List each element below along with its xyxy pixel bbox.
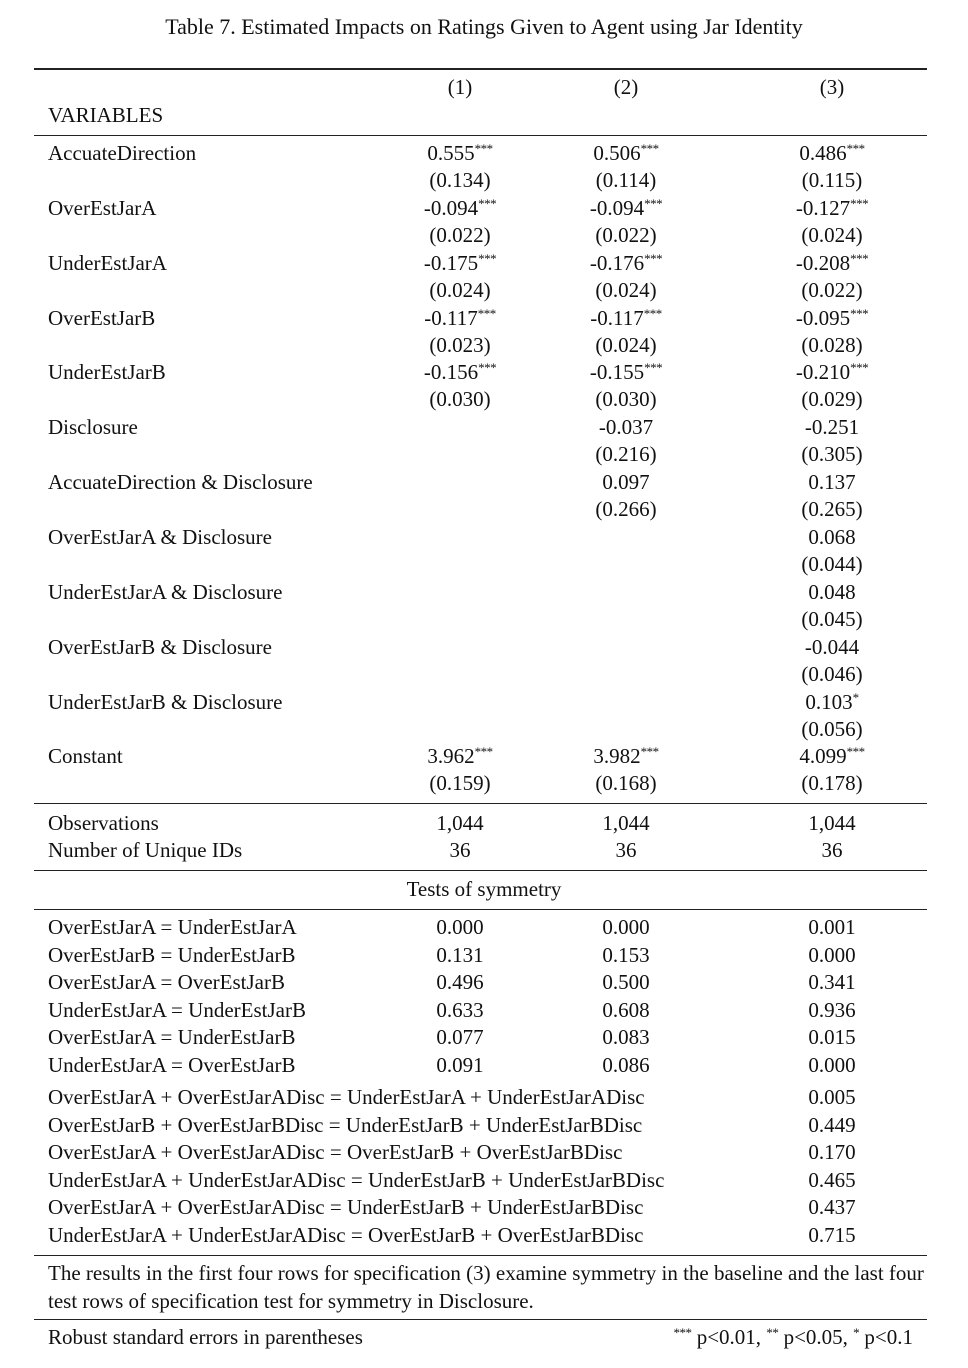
symmetry-pvalue-col3: 0.015 <box>808 1025 856 1049</box>
significance-stars: *** <box>478 360 497 375</box>
se-col3: (0.046) <box>801 662 863 686</box>
coef-row-label: OverEstJarA <box>48 196 157 220</box>
significance-stars: *** <box>644 196 663 211</box>
coef-col3 <box>762 414 902 441</box>
se-col1: (0.030) <box>429 387 491 411</box>
se-col2: (0.114) <box>595 168 657 192</box>
significance-stars: *** <box>850 360 869 375</box>
coef-col2 <box>556 743 696 770</box>
stat-row-label: Number of Unique IDs <box>48 838 243 862</box>
significance-stars: *** <box>643 306 662 321</box>
coef-col2 <box>556 305 696 332</box>
se-col3: (0.028) <box>801 333 863 357</box>
symmetry-pvalue-col1: 0.131 <box>436 942 484 967</box>
se-col3: (0.022) <box>801 278 863 302</box>
sig-text-2: p<0.05, <box>778 1325 854 1349</box>
coef-col2 <box>556 250 696 277</box>
coef-row-label: OverEstJarB <box>48 306 156 330</box>
disclosure-test-label: OverEstJarA + OverEstJarADisc = UnderEstJarB + UnderEstJarBDisc <box>48 1195 644 1219</box>
coef-col1 <box>390 195 530 222</box>
table-note: The results in the first four rows for specification (3) examine symmetry in the baseline and the last four test rows of specification test for symmetry in Disclosure. <box>48 1261 924 1313</box>
significance-stars: *** <box>644 360 663 375</box>
significance-stars: *** <box>846 141 865 156</box>
significance-stars: *** <box>474 744 493 759</box>
coef-col1 <box>390 250 530 277</box>
symmetry-pvalue-col1: 0.633 <box>436 997 484 1022</box>
sig-stars-1: *** <box>673 1325 692 1340</box>
coef-col1 <box>390 140 530 167</box>
symmetry-pvalue-col1: 0.000 <box>436 915 484 939</box>
footer-se-note: Robust standard errors in parentheses <box>48 1325 363 1349</box>
symmetry-pvalue-col1: 0.077 <box>436 1025 484 1049</box>
coef-value: -0.117 <box>590 306 644 330</box>
coef-value: -0.156 <box>423 360 479 384</box>
coef-col2 <box>556 469 696 496</box>
se-col3: (0.024) <box>801 223 863 247</box>
footer-significance-note <box>673 1324 913 1351</box>
se-col2: (0.024) <box>595 333 657 357</box>
symmetry-pvalue-col3: 0.001 <box>808 915 856 939</box>
coef-value: -0.127 <box>795 196 851 220</box>
symmetry-test-label: OverEstJarA = OverEstJarB <box>48 970 285 994</box>
symmetry-pvalue-col2: 0.500 <box>602 970 650 994</box>
sig-stars-2: ** <box>766 1325 779 1340</box>
coef-col3 <box>762 634 902 661</box>
stat-col2: 36 <box>615 838 637 862</box>
se-col3: (0.029) <box>801 387 863 411</box>
symmetry-pvalue-col2: 0.000 <box>602 915 650 939</box>
coef-col1 <box>390 359 530 386</box>
coef-col1 <box>390 743 530 770</box>
coef-col2 <box>556 414 696 441</box>
stat-col1: 36 <box>449 838 471 862</box>
se-col3: (0.045) <box>801 607 863 631</box>
coef-col3 <box>762 359 902 386</box>
coef-value: -0.044 <box>804 635 860 659</box>
coef-col2 <box>556 140 696 167</box>
symmetry-test-label: OverEstJarA = UnderEstJarA <box>48 915 297 939</box>
coef-value: -0.037 <box>598 415 654 439</box>
coef-value: -0.176 <box>589 251 645 275</box>
symmetry-pvalue-col2: 0.086 <box>602 1052 650 1077</box>
column-header-1: (1) <box>447 75 473 99</box>
stat-col2: 1,044 <box>602 811 650 835</box>
disclosure-pvalue-col3: 0.005 <box>808 1085 856 1109</box>
note-bottom-rule <box>34 1319 927 1320</box>
significance-stars: *** <box>474 141 493 156</box>
symmetry-pvalue-col3: 0.000 <box>808 942 856 967</box>
se-col1: (0.134) <box>429 168 491 192</box>
disclosure-test-label: OverEstJarA + OverEstJarADisc = OverEstJarB + OverEstJarBDisc <box>48 1140 623 1164</box>
coef-col3 <box>762 524 902 551</box>
tests-bottom-rule <box>34 1255 927 1256</box>
column-header-2: (2) <box>613 75 639 99</box>
disclosure-test-label: UnderEstJarA + UnderEstJarADisc = UnderEstJarB + UnderEstJarBDisc <box>48 1167 665 1192</box>
coef-value: -0.155 <box>589 360 645 384</box>
table-title: Table 7. Estimated Impacts on Ratings Given to Agent using Jar Identity <box>165 14 803 39</box>
symmetry-pvalue-col1: 0.496 <box>436 970 484 994</box>
coef-row-label: AccuateDirection & Disclosure <box>48 470 313 494</box>
se-col3: (0.056) <box>801 717 863 741</box>
coef-row-label: UnderEstJarA & Disclosure <box>48 580 283 604</box>
coef-value: 0.137 <box>808 470 856 494</box>
coef-row-label: AccuateDirection <box>48 141 197 165</box>
significance-stars: *** <box>644 251 663 266</box>
se-col1: (0.024) <box>429 278 491 302</box>
symmetry-pvalue-col3: 0.000 <box>808 1052 856 1077</box>
significance-stars: *** <box>850 251 869 266</box>
coef-bottom-rule <box>34 803 927 804</box>
coef-col3 <box>762 579 902 606</box>
coef-value: 0.068 <box>808 525 856 549</box>
coef-col3 <box>762 743 902 770</box>
significance-stars: *** <box>850 196 869 211</box>
symmetry-pvalue-col2: 0.608 <box>602 997 650 1022</box>
coef-value: 3.962 <box>427 744 475 768</box>
disclosure-pvalue-col3: 0.437 <box>808 1195 856 1219</box>
disclosure-pvalue-col3: 0.715 <box>808 1222 856 1247</box>
se-col2: (0.168) <box>595 771 657 795</box>
sig-stars-3: * <box>853 1325 860 1340</box>
symmetry-test-label: OverEstJarB = UnderEstJarB <box>48 942 296 967</box>
sig-text-1: p<0.01, <box>691 1325 767 1349</box>
se-col1: (0.023) <box>429 333 491 357</box>
se-col1: (0.159) <box>429 771 491 795</box>
coef-col3 <box>762 140 902 167</box>
stat-row-label: Observations <box>48 811 159 835</box>
significance-stars: *** <box>640 744 659 759</box>
disclosure-pvalue-col3: 0.170 <box>808 1140 856 1164</box>
sig-text-3: p<0.1 <box>859 1325 913 1349</box>
stat-col3: 36 <box>821 838 843 862</box>
significance-stars: *** <box>477 306 496 321</box>
se-col3: (0.115) <box>801 168 863 192</box>
column-header-3: (3) <box>819 75 845 99</box>
significance-stars: * <box>852 690 859 705</box>
symmetry-pvalue-col3: 0.341 <box>808 970 856 994</box>
coef-col3 <box>762 250 902 277</box>
symmetry-test-label: UnderEstJarA = OverEstJarB <box>48 1052 296 1077</box>
coef-col3 <box>762 469 902 496</box>
symmetry-heading: Tests of symmetry <box>406 877 562 901</box>
coef-value: -0.210 <box>795 360 851 384</box>
coef-col3 <box>762 305 902 332</box>
significance-stars: *** <box>846 744 865 759</box>
symmetry-pvalue-col3: 0.936 <box>808 997 856 1022</box>
coef-col2 <box>556 359 696 386</box>
significance-stars: *** <box>640 141 659 156</box>
se-col1: (0.022) <box>429 223 491 247</box>
coef-value: 0.555 <box>427 141 475 165</box>
coef-value: -0.208 <box>795 251 851 275</box>
se-col2: (0.024) <box>595 278 657 302</box>
coef-row-label: OverEstJarA & Disclosure <box>48 525 272 549</box>
coef-value: 0.506 <box>593 141 641 165</box>
disclosure-pvalue-col3: 0.465 <box>808 1167 856 1192</box>
disclosure-test-label: OverEstJarB + OverEstJarBDisc = UnderEstJarB + UnderEstJarBDisc <box>48 1112 643 1137</box>
coef-col1 <box>390 305 530 332</box>
se-col3: (0.044) <box>801 552 863 576</box>
coef-row-label: UnderEstJarA <box>48 251 167 275</box>
coef-value: 0.486 <box>799 141 847 165</box>
variables-label: VARIABLES <box>48 103 164 127</box>
coef-value: 0.097 <box>602 470 650 494</box>
coef-value: -0.175 <box>423 251 479 275</box>
symmetry-test-label: UnderEstJarA = UnderEstJarB <box>48 997 306 1022</box>
coef-col2 <box>556 195 696 222</box>
se-col2: (0.216) <box>595 442 657 466</box>
coef-row-label: OverEstJarB & Disclosure <box>48 635 272 659</box>
coef-value: -0.095 <box>795 306 851 330</box>
coef-value: 0.103 <box>805 690 853 714</box>
coef-row-label: UnderEstJarB <box>48 360 166 384</box>
coef-value: -0.094 <box>589 196 645 220</box>
coef-value: 4.099 <box>799 744 847 768</box>
se-col3: (0.265) <box>801 497 863 521</box>
disclosure-test-label: UnderEstJarA + UnderEstJarADisc = OverEstJarB + OverEstJarBDisc <box>48 1222 644 1247</box>
significance-stars: *** <box>478 196 497 211</box>
coef-row-label: UnderEstJarB & Disclosure <box>48 690 283 714</box>
significance-stars: *** <box>850 306 869 321</box>
coef-value: -0.251 <box>804 415 860 439</box>
symmetry-test-label: OverEstJarA = UnderEstJarB <box>48 1025 296 1049</box>
coef-row-label: Constant <box>48 744 123 768</box>
coef-value: 3.982 <box>593 744 641 768</box>
significance-stars: *** <box>478 251 497 266</box>
se-col3: (0.178) <box>801 771 863 795</box>
symmetry-pvalue-col2: 0.083 <box>602 1025 650 1049</box>
coef-row-label: Disclosure <box>48 415 138 439</box>
stats-bottom-rule <box>34 870 927 871</box>
se-col2: (0.030) <box>595 387 657 411</box>
se-col2: (0.266) <box>595 497 657 521</box>
coef-value: 0.048 <box>808 580 856 604</box>
disclosure-pvalue-col3: 0.449 <box>808 1112 856 1137</box>
coef-value: -0.117 <box>424 306 478 330</box>
symmetry-pvalue-col1: 0.091 <box>436 1052 484 1077</box>
header-rule <box>34 135 927 136</box>
coef-col3 <box>762 689 902 716</box>
disclosure-test-label: OverEstJarA + OverEstJarADisc = UnderEstJarA + UnderEstJarADisc <box>48 1085 645 1109</box>
coef-col3 <box>762 195 902 222</box>
symmetry-pvalue-col2: 0.153 <box>602 942 650 967</box>
stat-col1: 1,044 <box>436 811 484 835</box>
se-col2: (0.022) <box>595 223 657 247</box>
coef-value: -0.094 <box>423 196 479 220</box>
se-col3: (0.305) <box>801 442 863 466</box>
symmetry-heading-rule <box>34 909 927 910</box>
top-rule <box>34 68 927 70</box>
stat-col3: 1,044 <box>808 811 856 835</box>
